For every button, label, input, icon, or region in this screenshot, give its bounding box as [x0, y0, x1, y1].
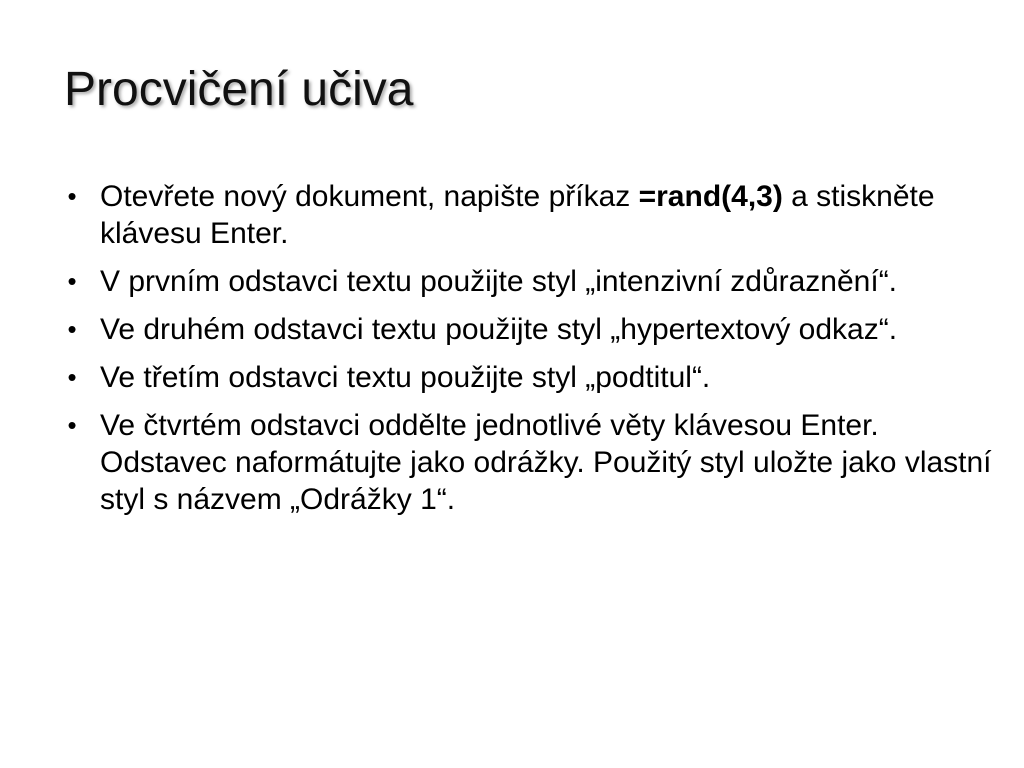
bullet-icon: •	[67, 410, 77, 440]
slide-title: Procvičení učiva	[64, 63, 414, 116]
bullet-text: Ve třetím odstavci textu použijte styl „podtitul“.	[100, 361, 711, 394]
bullet-text-part: a stiskněte klávesu Enter.	[100, 180, 935, 250]
bullet-icon: •	[67, 314, 77, 344]
bullet-text-part: Otevřete nový dokument, napište příkaz	[100, 180, 639, 213]
bullet-item-first-paragraph	[62, 263, 992, 300]
bullet-icon: •	[67, 181, 77, 211]
bullet-item-new-document	[62, 178, 992, 252]
bullet-icon: •	[67, 362, 77, 392]
bullet-text: V prvním odstavci textu použijte styl „intenzivní zdůraznění“.	[100, 265, 898, 298]
bullet-item-third-paragraph	[62, 359, 992, 396]
bullet-item-fourth-paragraph	[62, 407, 992, 518]
bullet-text: Ve druhém odstavci textu použijte styl „hypertextový odkaz“.	[100, 313, 898, 346]
bullet-text: Ve čtvrtém odstavci oddělte jednotlivé věty klávesou Enter. Odstavec naformátujte jako odrážky. Použitý styl uložte jako vlastní styl s názvem „Odrážky 1“.	[100, 409, 992, 516]
bullet-list	[62, 178, 992, 529]
bullet-item-second-paragraph	[62, 311, 992, 348]
bullet-icon: •	[67, 266, 77, 296]
rand-command: =rand(4,3)	[638, 180, 783, 213]
